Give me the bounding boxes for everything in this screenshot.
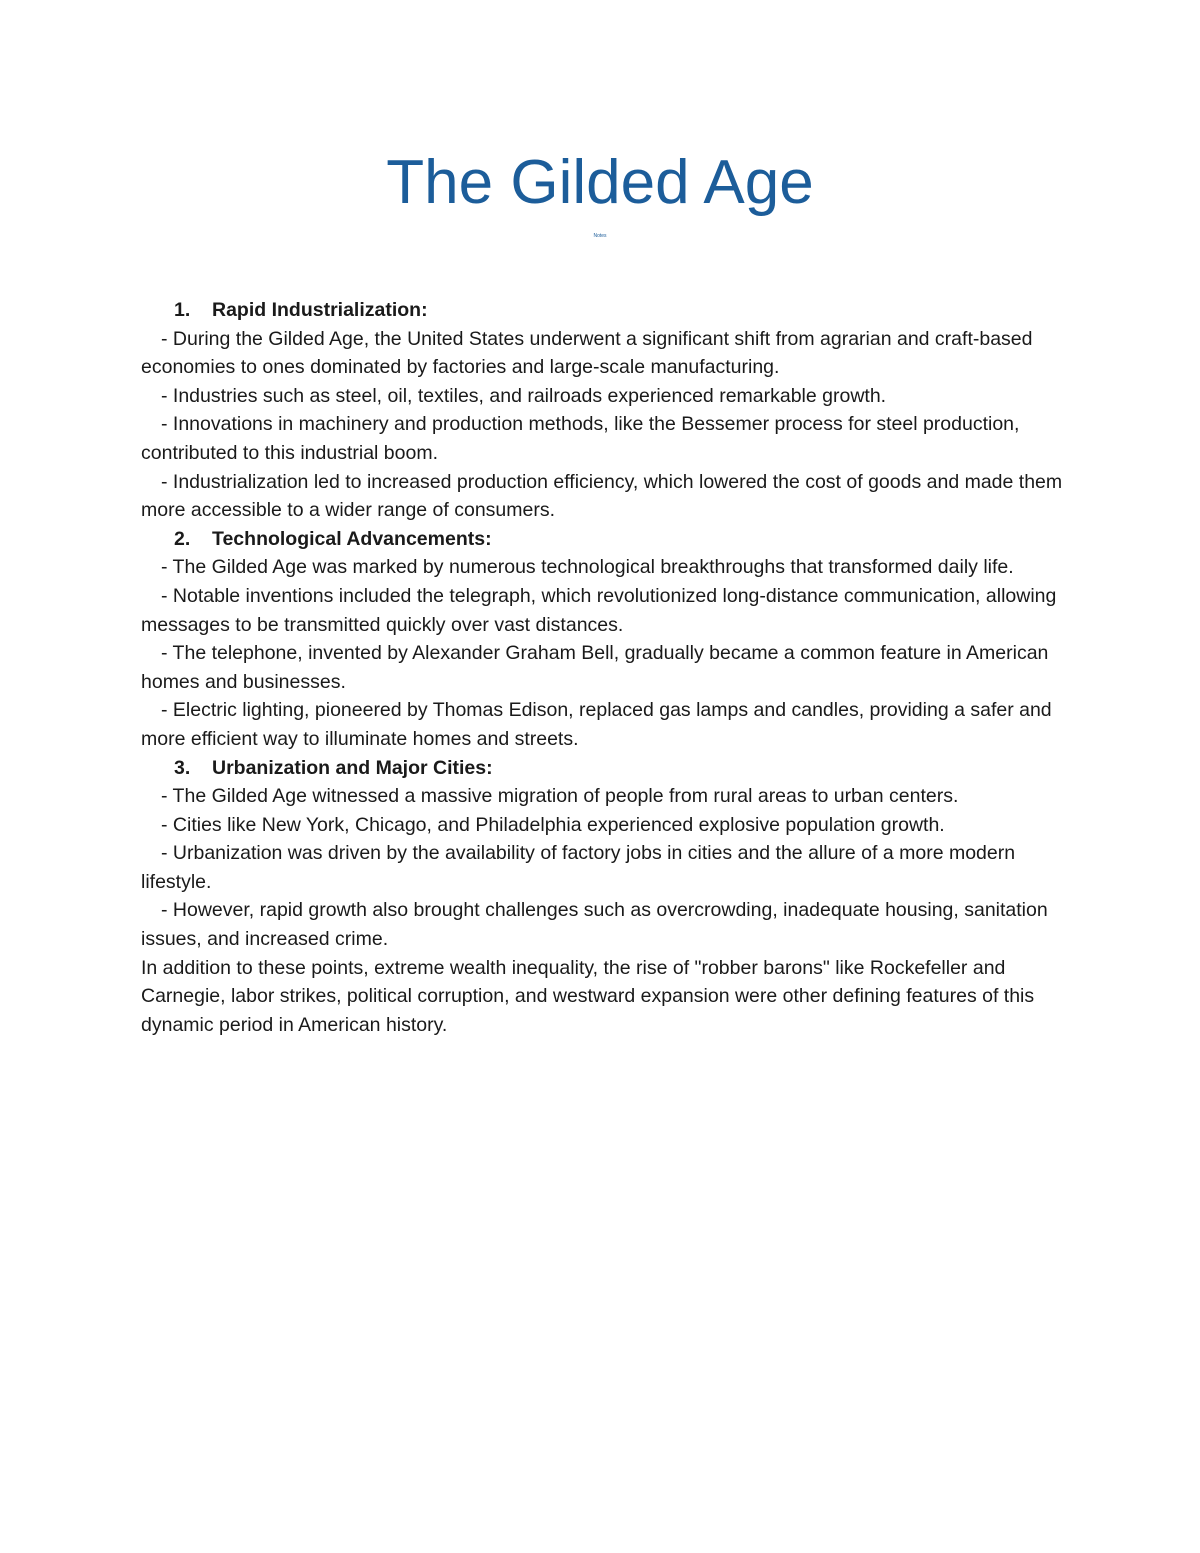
section-number: 3. (174, 756, 191, 779)
bullet-item: - The Gilded Age witnessed a massive migration of people from rural areas to urban centers. (161, 785, 959, 808)
section-heading-text: Urbanization and Major Cities: (212, 756, 493, 779)
bullet-item: - Industrialization led to increased production efficiency, which lowered the cost of goods and made them more accessible to a wider range of consumers. (141, 470, 1063, 522)
bullet-item: - The Gilded Age was marked by numerous technological breakthroughs that transformed daily life. (161, 556, 1014, 579)
bullet-item: - Industries such as steel, oil, textiles, and railroads experienced remarkable growth. (161, 384, 887, 407)
section-urbanization (141, 754, 1071, 954)
document-body (141, 296, 1071, 1039)
page-title: The Gilded Age (386, 148, 814, 217)
bullet-item: - Innovations in machinery and production methods, like the Bessemer process for steel production, contributed to this industrial boom. (141, 413, 1020, 464)
section-heading (141, 296, 1071, 325)
section-heading-text: Rapid Industrialization: (212, 299, 428, 321)
closing-paragraph: In addition to these points, extreme wealth inequality, the rise of "robber barons" like Rockefeller and Carnegie, labor strikes, political corruption, and westward expansion were other defining features of this dynamic period in American history. (141, 956, 1035, 1036)
bullet-item: - Notable inventions included the telegraph, which revolutionized long-distance communication, allowing messages to be transmitted quickly over vast distances. (141, 584, 1057, 636)
section-number: 2. (174, 527, 191, 550)
bullet-item: - During the Gilded Age, the United States underwent a significant shift from agrarian and craft-based economies to ones dominated by factories and large-scale manufacturing. (141, 327, 1033, 379)
section-heading (141, 525, 1071, 554)
section-number: 1. (174, 299, 191, 321)
bullet-item: - Cities like New York, Chicago, and Philadelphia experienced explosive population growth. (161, 813, 945, 836)
section-heading-text: Technological Advancements: (212, 527, 492, 550)
bullet-item: - However, rapid growth also brought challenges such as overcrowding, inadequate housing, sanitation issues, and increased crime. (141, 899, 1048, 951)
bullet-item: - The telephone, invented by Alexander Graham Bell, gradually became a common feature in American homes and businesses. (141, 642, 1049, 693)
section-technology (141, 525, 1071, 754)
page-subtitle: Notes (593, 233, 607, 239)
bullet-item: - Urbanization was driven by the availability of factory jobs in cities and the allure of a more modern lifestyle. (141, 842, 1016, 893)
section-heading (141, 754, 1071, 783)
bullet-item: - Electric lighting, pioneered by Thomas Edison, replaced gas lamps and candles, providing a safer and more efficient way to illuminate homes and streets. (141, 699, 1052, 750)
section-industrialization (141, 296, 1071, 525)
